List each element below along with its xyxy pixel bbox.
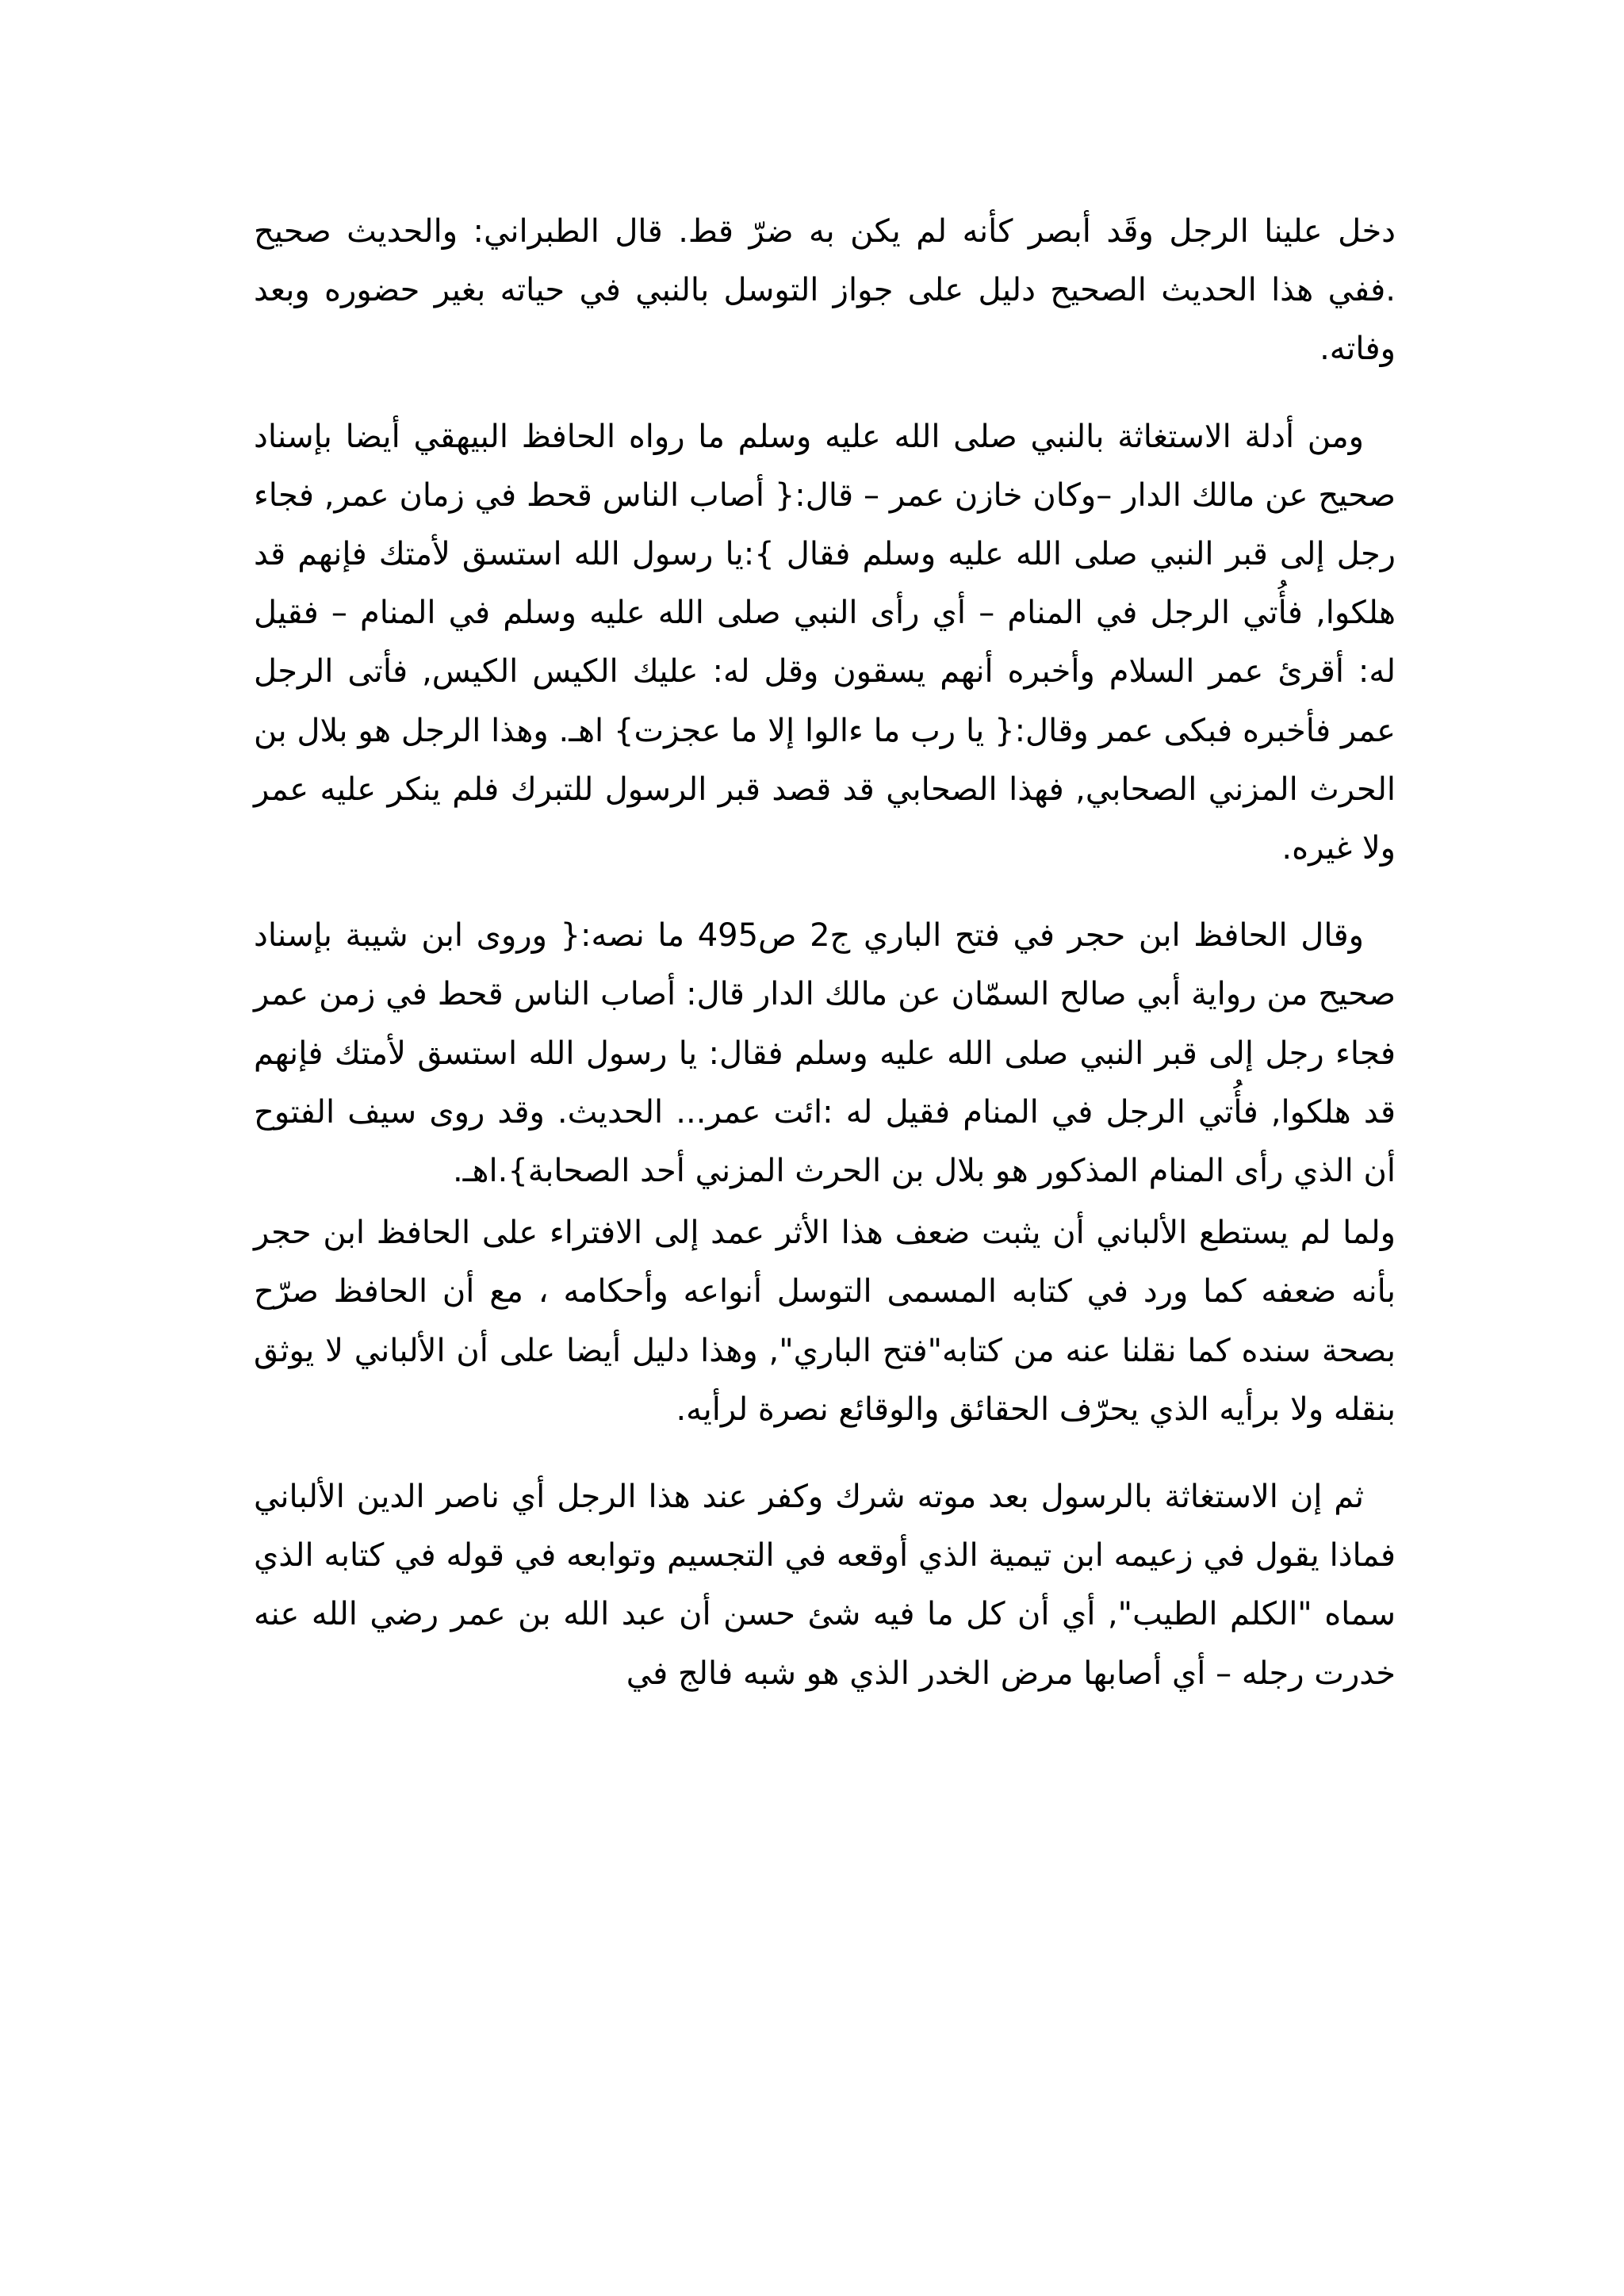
paragraph-4: ولما لم يستطع الألباني أن يثبت ضعف هذا الأثر عمد إلى الافتراء على الحافظ ابن حجر بأنه ضعفه كما ورد في كتابه المسمى التوسل أنواعه وأحكامه ، مع أن الحافظ صرّح بصحة سنده كما نقلنا عنه من كتابه"فتح الباري", وهذا دليل أيضا على أن الألباني لا يوثق بنقله ولا برأيه الذي يحرّف الحقائق والوقائع نصرة لرأيه. [254,1215,1396,1428]
paragraph-1: دخل علينا الرجل وقَد أبصر كأنه لم يكن به ضرّ قط. قال الطبراني: والحديث صحيح .ففي هذا الحديث الصحيح دليل على جواز التوسل بالنبي في حياته بغير حضوره وبعد وفاته. [254,213,1396,368]
paragraph-3: وقال الحافظ ابن حجر في فتح الباري ج2 ص495 ما نصه:{ وروى ابن شيبة بإسناد صحيح من رواية أبي صالح السمّان عن مالك الدار قال: أصاب الناس قحط في زمن عمر فجاء رجل إلى قبر النبي صلى الله عليه وسلم فقال: يا رسول الله استسق لأمتك فإنهم قد هلكوا, فأُتي الرجل في المنام فقيل له :ائت عمر... الحديث. وقد روى سيف الفتوح أن الذي رأى المنام المذكور هو بلال بن الحرث المزني أحد الصحابة}.اهـ. [254,917,1396,1190]
document-body [254,202,1396,1703]
paragraph-5: ثم إن الاستغاثة بالرسول بعد موته شرك وكفر عند هذا الرجل أي ناصر الدين الألباني فماذا يقول في زعيمه ابن تيمية الذي أوقعه في التجسيم وتوابعه في قوله في كتابه الذي سماه "الكلم الطيب", أي أن كل ما فيه شئ حسن أن عبد الله بن عمر رضي الله عنه خدرت رجله – أي أصابها مرض الخدر الذي هو شبه فالج في [254,1479,1396,1692]
paragraph-2: ومن أدلة الاستغاثة بالنبي صلى الله عليه وسلم ما رواه الحافظ البيهقي أيضا بإسناد صحيح عن مالك الدار –وكان خازن عمر – قال:{ أصاب الناس قحط في زمان عمر, فجاء رجل إلى قبر النبي صلى الله عليه وسلم فقال }:يا رسول الله استسق لأمتك فإنهم قد هلكوا, فأُتي الرجل في المنام – أي رأى النبي صلى الله عليه وسلم في المنام – فقيل له: أقرئ عمر السلام وأخبره أنهم يسقون وقل له: عليك الكيس الكيس, فأتى الرجل عمر فأخبره فبكى عمر وقال:{ يا رب ما ءالوا إلا ما عجزت} اهـ. وهذا الرجل هو بلال بن الحرث المزني الصحابي, فهذا الصحابي قد قصد قبر الرسول للتبرك فلم ينكر عليه عمر ولا غيره. [254,418,1396,867]
